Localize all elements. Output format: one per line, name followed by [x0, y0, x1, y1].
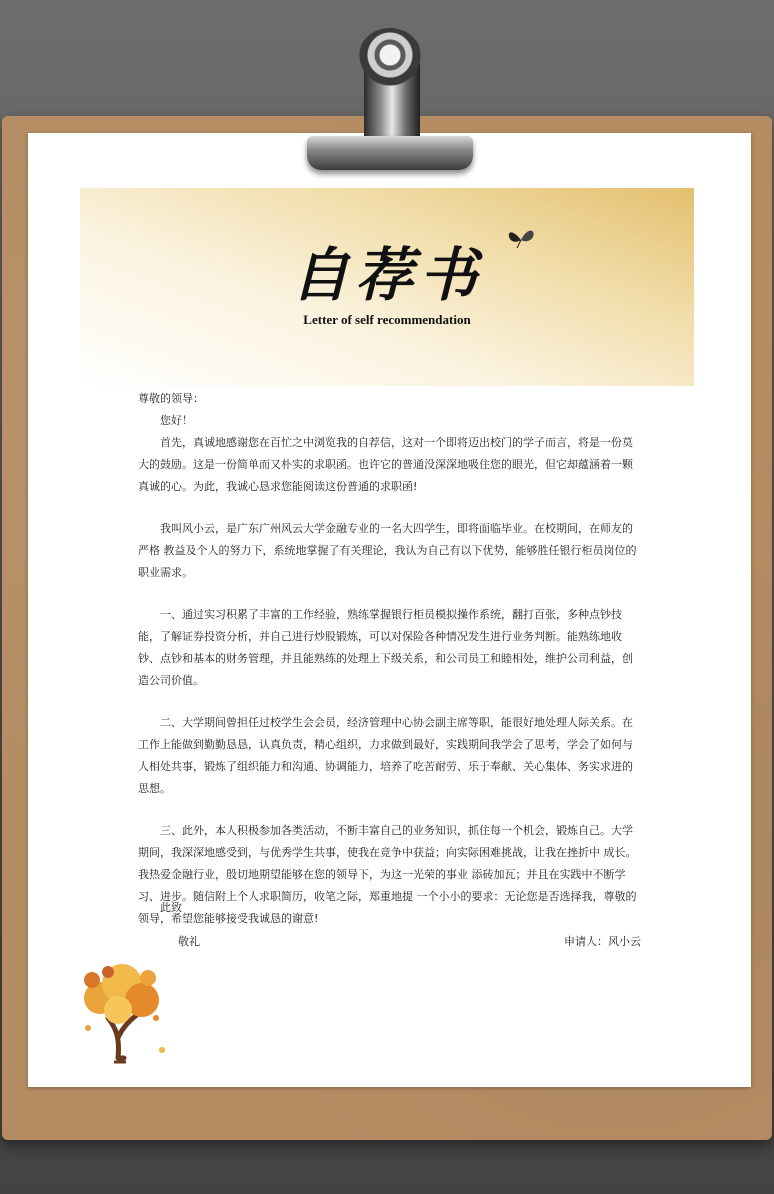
title-english: Letter of self recommendation — [303, 312, 471, 327]
butterfly-icon — [506, 226, 536, 250]
binder-clip-ring — [358, 28, 422, 88]
letter-header — [80, 188, 694, 386]
paragraph-self: 我叫风小云，是广东广州风云大学金融专业的一名大四学生，即将面临毕业。在校期间，在师友的严格 教益及个人的努力下，系统地掌握了有关理论，我认为自己有以下优势，能够胜任银行柜员岗位的职业需求。 — [138, 522, 637, 579]
title-chinese: 自荐书 — [290, 241, 483, 309]
paragraph-point-three: 三、此外，本人积极参加各类活动，不断丰富自己的业务知识，抓住每一个机会，锻炼自己。大学期间，我深深地感受到，与优秀学生共事，使我在竞争中获益；向实际困难挑战，让我在挫折中 成长。我热爱金融行业，殷切地期望能够在您的领导下，为这一光荣的事业 添砖加瓦；并且在实践中不断学习、进步。随信附上个人求职简历，收笔之际，郑重地提 一个小小的要求：无论您是否选择我，尊敬的领导，希望您能够接受我诚恳的谢意! — [138, 824, 637, 925]
paragraph-point-one: 一、通过实习积累了丰富的工作经验，熟练掌握银行柜员模拟操作系统，翻打百张，多种点钞技能，了解证券投资分析，并自己进行炒股锻炼，可以对保险各种情况发生进行业务判断。能熟练地收钞、点钞和基本的财务管理，并且能熟练的处理上下级关系，和公司员工和睦相处，维护公司利益，创造公司价值。 — [138, 608, 633, 687]
closing-line: 此致 — [160, 901, 182, 914]
binder-clip-base — [307, 136, 473, 170]
salute-line: 敬礼 — [178, 935, 200, 948]
letter-body — [138, 388, 642, 930]
hello-line: 您好！ — [160, 414, 193, 427]
autumn-tree-icon — [78, 958, 168, 1064]
applicant-signature: 申请人：风小云 — [564, 935, 641, 948]
greeting: 尊敬的领导： — [138, 392, 204, 405]
paragraph-intro: 首先，真诚地感谢您在百忙之中浏览我的自荐信，这对一个即将迈出校门的学子而言，将是一份莫大的鼓励。这是一份简单而又朴实的求职函。也许它的普通没深深地吸住您的眼光，但它却蕴涵着一颗真诚的心。为此，我诚心恳求您能阅读这份普通的求职函! — [138, 436, 633, 493]
paragraph-point-two: 二、大学期间曾担任过校学生会会员，经济管理中心协会副主席等职，能很好地处理人际关系。在工作上能做到勤勤恳恳，认真负责，精心组织，力求做到最好，实践期间我学会了思考，学会了如何与人相处共事，锻炼了组织能力和沟通、协调能力，培养了吃苦耐劳、乐于奉献、关心集体、务实求进的思想。 — [138, 716, 633, 795]
